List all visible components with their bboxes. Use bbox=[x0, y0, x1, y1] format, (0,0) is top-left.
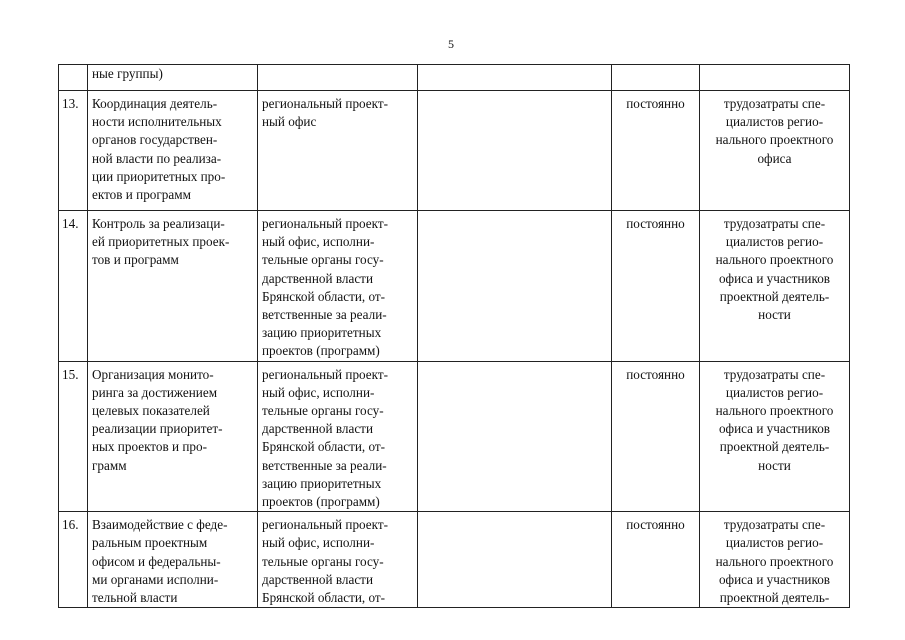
cell-line: трудозатраты спе- bbox=[723, 96, 826, 111]
cell-line: Брянской области, от- bbox=[262, 590, 386, 606]
cell-line: офисом и федеральны- bbox=[92, 553, 221, 569]
plan-table bbox=[58, 64, 850, 608]
cell-activity bbox=[88, 361, 258, 512]
cell-line: региональный проект- bbox=[262, 517, 389, 533]
page-number: 5 bbox=[448, 37, 454, 51]
cell-line: тов и программ bbox=[92, 252, 179, 268]
cell-line: циалистов регио- bbox=[725, 535, 824, 551]
cell-empty bbox=[418, 361, 612, 512]
cell-line: ные группы) bbox=[92, 66, 163, 81]
cell-empty bbox=[418, 91, 612, 211]
cell-number: 16. bbox=[59, 512, 88, 608]
cell-responsible bbox=[258, 91, 418, 211]
cell-period: постоянно bbox=[612, 211, 700, 362]
cell-number: 15. bbox=[59, 361, 88, 512]
cell-activity bbox=[88, 512, 258, 608]
cell-activity bbox=[88, 91, 258, 211]
cell-responsible bbox=[258, 512, 418, 608]
cell-line: циалистов регио- bbox=[725, 114, 824, 130]
cell-line: ности bbox=[758, 457, 791, 473]
cell-line: Организация монито- bbox=[92, 366, 214, 382]
cell-line: ми органами исполни- bbox=[92, 571, 219, 587]
cell-line: региональный проект- bbox=[262, 96, 389, 111]
table-row bbox=[59, 512, 850, 608]
cell-line: тельные органы госу- bbox=[262, 403, 384, 419]
cell-line: региональный проект- bbox=[262, 216, 389, 231]
cell-line: проектов (программ) bbox=[262, 494, 380, 510]
cell-line: тельной власти bbox=[92, 590, 178, 606]
cell-line: трудозатраты спе- bbox=[723, 517, 826, 533]
cell-line: ринга за достижением bbox=[92, 384, 218, 400]
table-row bbox=[59, 211, 850, 362]
cell-result bbox=[700, 512, 850, 608]
cell-line: региональный проект- bbox=[262, 366, 389, 382]
cell-period: постоянно bbox=[612, 91, 700, 211]
cell-line: нального проектного bbox=[715, 132, 834, 148]
table-row-continuation bbox=[59, 65, 850, 91]
cell-line: Брянской области, от- bbox=[262, 439, 386, 455]
cell-line: Взаимодействие с феде- bbox=[92, 517, 228, 533]
cell-line: трудозатраты спе- bbox=[723, 366, 826, 382]
cell-result bbox=[700, 211, 850, 362]
cell-line: ей приоритетных проек- bbox=[92, 234, 230, 250]
cell-line: дарственной власти bbox=[262, 270, 373, 286]
cell-empty bbox=[418, 211, 612, 362]
cell-line: ности исполнительных bbox=[92, 114, 222, 130]
cell-line: циалистов регио- bbox=[725, 384, 824, 400]
cell-period: постоянно bbox=[612, 512, 700, 608]
cell-line: проектной деятель- bbox=[719, 590, 830, 606]
cell-line: ный офис, исполни- bbox=[262, 384, 375, 400]
cell-result bbox=[700, 65, 850, 91]
cell-responsible bbox=[258, 65, 418, 91]
cell-line: проектов (программ) bbox=[262, 343, 380, 359]
cell-line: зацию приоритетных bbox=[262, 475, 382, 491]
cell-activity bbox=[88, 211, 258, 362]
cell-result bbox=[700, 91, 850, 211]
cell-line: ветственные за реали- bbox=[262, 307, 387, 323]
cell-line: ральным проектным bbox=[92, 535, 208, 551]
cell-result bbox=[700, 361, 850, 512]
cell-responsible bbox=[258, 361, 418, 512]
cell-line: грамм bbox=[92, 457, 127, 473]
cell-line: трудозатраты спе- bbox=[723, 216, 826, 231]
cell-line: ветственные за реали- bbox=[262, 457, 387, 473]
cell-line: тельные органы госу- bbox=[262, 252, 384, 268]
cell-line: Брянской области, от- bbox=[262, 288, 386, 304]
cell-line: дарственной власти bbox=[262, 571, 373, 587]
cell-line: ный офис bbox=[262, 114, 317, 130]
cell-line: дарственной власти bbox=[262, 421, 373, 437]
cell-line: ных проектов и про- bbox=[92, 439, 207, 455]
cell-period: постоянно bbox=[612, 361, 700, 512]
cell-line: нального проектного bbox=[715, 403, 834, 419]
cell-number: 14. bbox=[59, 211, 88, 362]
cell-line: органов государствен- bbox=[92, 132, 218, 148]
cell-line: ектов и программ bbox=[92, 187, 191, 203]
cell-line: циалистов регио- bbox=[725, 234, 824, 250]
cell-line: офиса и участников bbox=[718, 270, 831, 286]
table-row bbox=[59, 91, 850, 211]
cell-line: Контроль за реализаци- bbox=[92, 216, 225, 231]
cell-line: целевых показателей bbox=[92, 403, 210, 419]
cell-line: офиса и участников bbox=[718, 571, 831, 587]
cell-number: 13. bbox=[59, 91, 88, 211]
cell-line: ный офис, исполни- bbox=[262, 234, 375, 250]
cell-period bbox=[612, 65, 700, 91]
cell-activity bbox=[88, 65, 258, 91]
cell-line: реализации приоритет- bbox=[92, 421, 223, 437]
cell-empty bbox=[418, 65, 612, 91]
cell-line: нального проектного bbox=[715, 252, 834, 268]
cell-line: ный офис, исполни- bbox=[262, 535, 375, 551]
cell-line: проектной деятель- bbox=[719, 439, 830, 455]
table-row bbox=[59, 361, 850, 512]
cell-line: ции приоритетных про- bbox=[92, 168, 226, 184]
cell-responsible bbox=[258, 211, 418, 362]
cell-line: офиса и участников bbox=[718, 421, 831, 437]
cell-line: офиса bbox=[757, 150, 792, 166]
cell-line: проектной деятель- bbox=[719, 288, 830, 304]
cell-number bbox=[59, 65, 88, 91]
cell-line: нального проектного bbox=[715, 553, 834, 569]
cell-line: ности bbox=[758, 307, 791, 323]
cell-line: Координация деятель- bbox=[92, 96, 218, 111]
cell-line: ной власти по реализа- bbox=[92, 150, 222, 166]
cell-empty bbox=[418, 512, 612, 608]
cell-line: тельные органы госу- bbox=[262, 553, 384, 569]
cell-line: зацию приоритетных bbox=[262, 325, 382, 341]
